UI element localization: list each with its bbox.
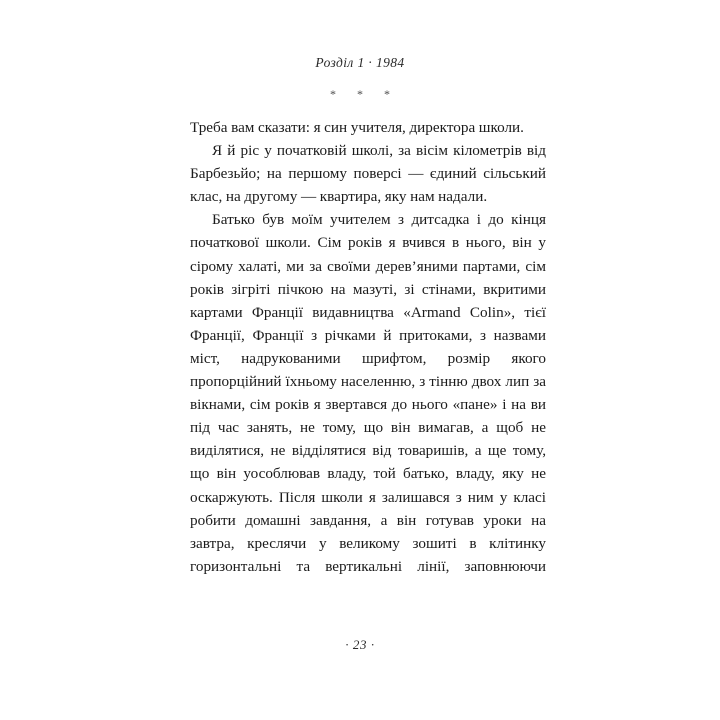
paragraph: Батько був моїм учителем з дитсадка і до кінця початкової школи. Сім років я вчився в нього, він у сірому халаті, ми за своїми дерев’яними партами, сім років зігріті пічкою на мазуті, зі стінами, вкритими картами Франції видавництва «Armand Colin», тієї Франції, Франції з річками й притоками, з назвами міст, надрукованими шрифтом, розмір якого пропорційний їхньому населенню, з тінню двох лип за вікнами, сім років я звертався до нього «пане» і на ви під час занять, не тому, що він вимагав, а щоб не виділятися, не відділятися від товаришів, а ще тому, що він уособлював владу, той батько, владу, яку не оскаржують. Після школи я залишався з ним у класі робити домашні завдання, а він готував уроки на завтра, креслячи у великому зошиті в клітинку горизонтальні та вертикальні лінії, заповнюючи (190, 211, 546, 575)
running-head: Розділ 1 · 1984 (315, 55, 405, 70)
page-number: · 23 · (345, 637, 375, 652)
section-break-ornament: * * * (330, 87, 399, 101)
paragraph: Треба вам сказати: я син учителя, директора школи. (190, 119, 524, 136)
body-text-block (190, 116, 546, 601)
paragraph: Я й ріс у початковій школі, за вісім кілометрів від Барбезьйо; на першому поверсі — єдиний сільський клас, на другому — квартира, яку нам надали. (190, 142, 546, 206)
